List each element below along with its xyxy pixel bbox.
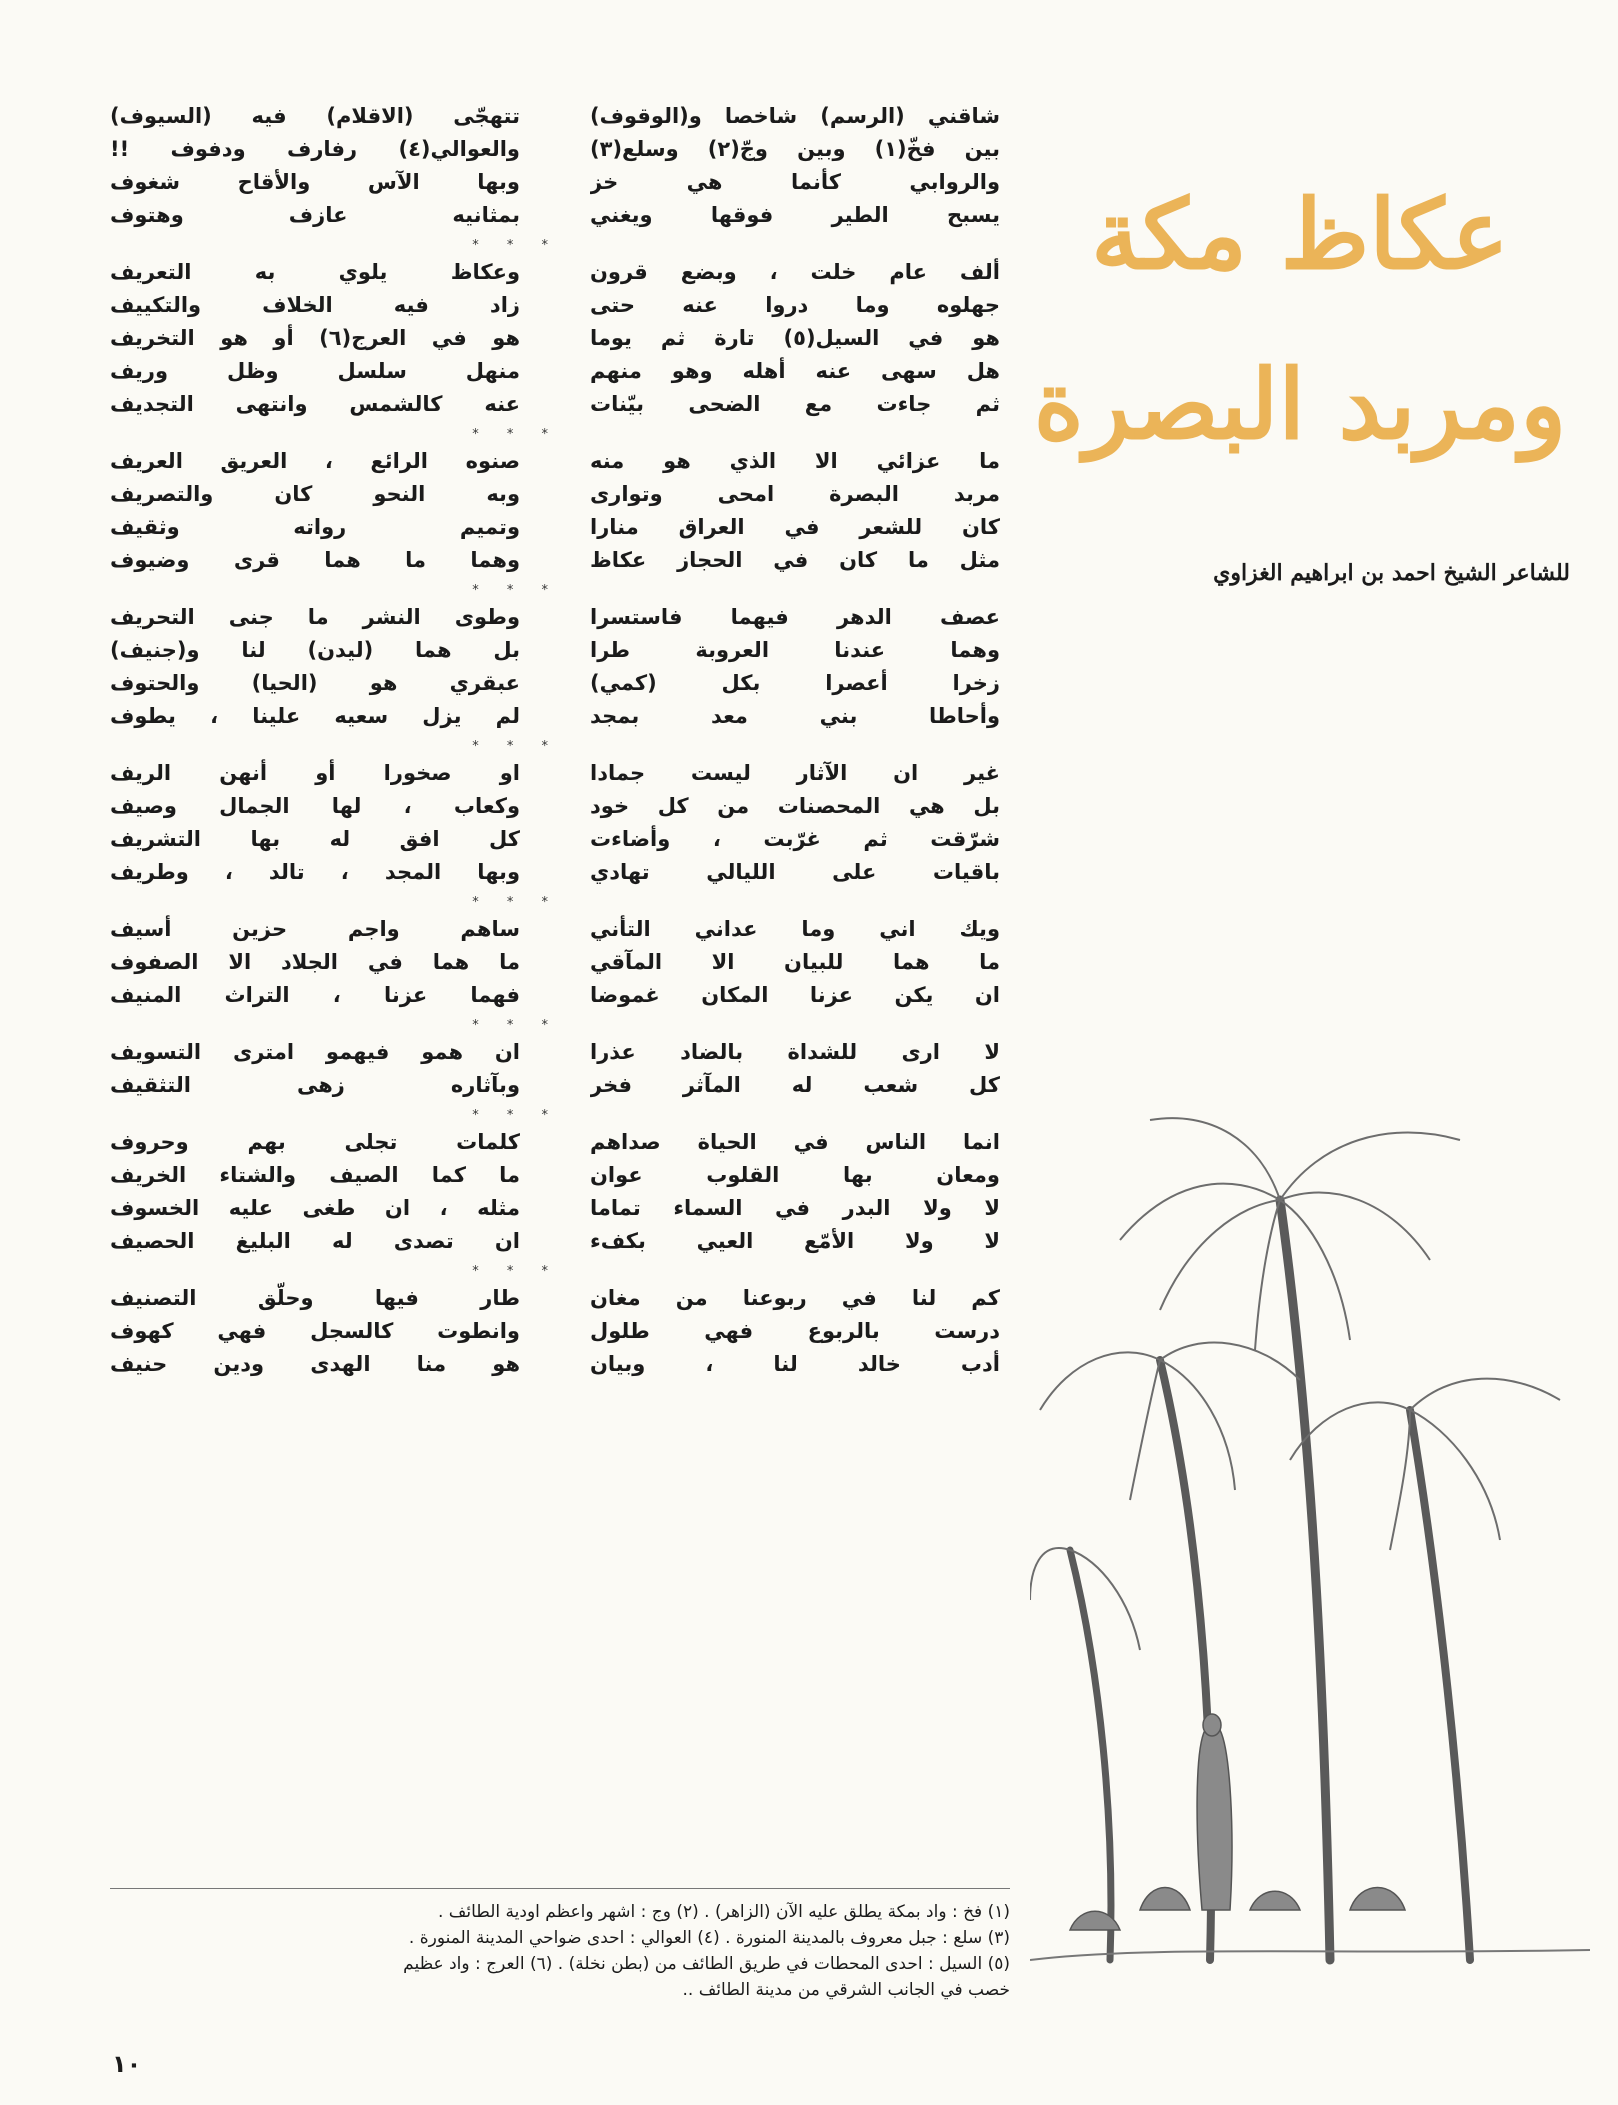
article-title xyxy=(1030,150,1570,490)
second-hemistich: والعوالي(٤) رفارف ودفوف !! xyxy=(110,137,520,161)
second-hemistich: هو منا الهدى ودين حنيف xyxy=(110,1352,520,1376)
verse-line xyxy=(110,133,1000,166)
first-hemistich: والروابي كأنما هي خز xyxy=(590,170,1000,194)
stanza xyxy=(110,913,1000,1012)
verse-line xyxy=(110,1225,1000,1258)
second-hemistich: منهل سلسل وظل وريف xyxy=(110,359,520,383)
verse-line xyxy=(110,1315,1000,1348)
stanza-separator: * * * xyxy=(472,238,560,253)
verse-line xyxy=(110,979,1000,1012)
first-hemistich: باقيات على الليالي تهادي xyxy=(590,860,1000,884)
poem-body xyxy=(110,100,1000,1385)
verse-line xyxy=(110,166,1000,199)
first-hemistich: هو في السيل(٥) تارة ثم يوما xyxy=(590,326,1000,350)
verse-line xyxy=(110,1348,1000,1381)
second-hemistich: وهما ما هما قرى وضيوف xyxy=(110,548,520,572)
verse-line xyxy=(110,1282,1000,1315)
first-hemistich: ان يكن عزنا المكان غموضا xyxy=(590,983,1000,1007)
second-hemistich: كل افق له بها التشريف xyxy=(110,827,520,851)
second-hemistich: وكعاب ، لها الجمال وصيف xyxy=(110,794,520,818)
verse-line xyxy=(110,667,1000,700)
first-hemistich: كم لنا في ربوعنا من مغان xyxy=(590,1286,1000,1310)
first-hemistich: هل سهى عنه أهله وهو منهم xyxy=(590,359,1000,383)
first-hemistich: انما الناس في الحياة صداهم xyxy=(590,1130,1000,1154)
first-hemistich: بين فخّ(١) وبين وجّ(٢) وسلع(٣) xyxy=(590,137,1000,161)
verse-line xyxy=(110,544,1000,577)
first-hemistich: ويك اني وما عداني التأني xyxy=(590,917,1000,941)
first-hemistich: جهلوه وما دروا عنه حتى xyxy=(590,293,1000,317)
first-hemistich: ومعان بها القلوب عوان xyxy=(590,1163,1000,1187)
second-hemistich: وبها المجد ، تالد ، وطريف xyxy=(110,860,520,884)
first-hemistich: درست بالربوع فهي طلول xyxy=(590,1319,1000,1343)
second-hemistich: عنه كالشمس وانتهى التجديف xyxy=(110,392,520,416)
first-hemistich: شاقني (الرسم) شاخصا و(الوقوف) xyxy=(590,104,1000,128)
second-hemistich: تتهجّى (الاقلام) فيه (السيوف) xyxy=(110,104,520,128)
author-byline: للشاعر الشيخ احمد بن ابراهيم الغزاوي xyxy=(1213,560,1570,586)
first-hemistich: بل هي المحصنات من كل خود xyxy=(590,794,1000,818)
stanza-separator: * * * xyxy=(472,895,560,910)
second-hemistich: لم يزل سعيه علينا ، يطوف xyxy=(110,704,520,728)
second-hemistich: وطوى النشر ما جنى التحريف xyxy=(110,605,520,629)
first-hemistich: شرّقت ثم غرّبت ، وأضاءت xyxy=(590,827,1000,851)
first-hemistich: ما عزائي الا الذي هو منه xyxy=(590,449,1000,473)
first-hemistich: لا ارى للشداة بالضاد عذرا xyxy=(590,1040,1000,1064)
second-hemistich: عبقري هو (الحيا) والحتوف xyxy=(110,671,520,695)
footnote-line: (٥) السيل : احدى المحطات في طريق الطائف من (بطن نخلة) . (٦) العرج : واد عظيم xyxy=(403,1954,1010,1974)
verse-line xyxy=(110,478,1000,511)
verse-line xyxy=(110,1159,1000,1192)
stanza-separator: * * * xyxy=(472,739,560,754)
second-hemistich: فهما عزنا ، التراث المنيف xyxy=(110,983,520,1007)
second-hemistich: وعكاظ يلوي به التعريف xyxy=(110,260,520,284)
verse-line xyxy=(110,913,1000,946)
verse-line xyxy=(110,388,1000,421)
verse-line xyxy=(110,700,1000,733)
second-hemistich: وبها الآس والأقاح شغوف xyxy=(110,170,520,194)
footnote-line: خصب في الجانب الشرقي من مدينة الطائف .. xyxy=(682,1980,1010,2000)
stanza-separator: * * * xyxy=(472,427,560,442)
verse-line xyxy=(110,1069,1000,1102)
title-line-2: ومربد البصرة xyxy=(1033,348,1567,461)
verse-line xyxy=(110,445,1000,478)
second-hemistich: او صخورا أو أنهن الريف xyxy=(110,761,520,785)
verse-line xyxy=(110,1192,1000,1225)
second-hemistich: وتميم رواته وثقيف xyxy=(110,515,520,539)
second-hemistich: ان تصدى له البليغ الحصيف xyxy=(110,1229,520,1253)
stanza xyxy=(110,1282,1000,1381)
stanza xyxy=(110,1036,1000,1102)
stanza xyxy=(110,100,1000,232)
footnote-line: (٣) سلع : جبل معروف بالمدينة المنورة . (٤) العوالي : احدى ضواحي المدينة المنورة . xyxy=(408,1928,1010,1948)
page-number: ١٠ xyxy=(112,2050,142,2078)
palm-trees-illustration xyxy=(1030,1030,1590,1990)
second-hemistich: بمثانيه عازف وهتوف xyxy=(110,203,520,227)
verse-line xyxy=(110,256,1000,289)
title-line-1: عكاظ مكة xyxy=(1091,178,1509,291)
verse-line xyxy=(110,100,1000,133)
verse-line xyxy=(110,601,1000,634)
verse-line xyxy=(110,199,1000,232)
second-hemistich: صنوه الرائع ، العريق العريف xyxy=(110,449,520,473)
second-hemistich: ما هما في الجلاد الا الصفوف xyxy=(110,950,520,974)
stanza-separator: * * * xyxy=(472,1108,560,1123)
verse-line xyxy=(110,757,1000,790)
first-hemistich: أدب خالد لنا ، وبيان xyxy=(590,1352,1000,1376)
verse-line xyxy=(110,289,1000,322)
first-hemistich: يسبح الطير فوقها ويغني xyxy=(590,203,1000,227)
second-hemistich: زاد فيه الخلاف والتكييف xyxy=(110,293,520,317)
second-hemistich: طار فيها وحلّق التصنيف xyxy=(110,1286,520,1310)
stanza xyxy=(110,601,1000,733)
footnotes xyxy=(110,1888,1010,2003)
second-hemistich: ان همو فيهمو امترى التسويف xyxy=(110,1040,520,1064)
second-hemistich: بل هما (ليدن) لنا و(جنيف) xyxy=(110,638,520,662)
stanza xyxy=(110,445,1000,577)
verse-line xyxy=(110,634,1000,667)
second-hemistich: وبآثاره زهى التثقيف xyxy=(110,1073,520,1097)
second-hemistich: ما كما الصيف والشتاء الخريف xyxy=(110,1163,520,1187)
first-hemistich: لا ولا الأمّع العيي بكفء xyxy=(590,1229,1000,1253)
verse-line xyxy=(110,1126,1000,1159)
verse-line xyxy=(110,946,1000,979)
second-hemistich: هو في العرج(٦) أو هو التخريف xyxy=(110,326,520,350)
first-hemistich: غير ان الآثار ليست جمادا xyxy=(590,761,1000,785)
first-hemistich: ألف عام خلت ، وبضع قرون xyxy=(590,260,1000,284)
second-hemistich: كلمات تجلى بهم وحروف xyxy=(110,1130,520,1154)
verse-line xyxy=(110,790,1000,823)
first-hemistich: وأحاطا بني معد بمجد xyxy=(590,704,1000,728)
stanza xyxy=(110,1126,1000,1258)
stanza-separator: * * * xyxy=(472,1264,560,1279)
first-hemistich: عصف الدهر فيهما فاستسرا xyxy=(590,605,1000,629)
second-hemistich: مثله ، ان طغى عليه الخسوف xyxy=(110,1196,520,1220)
footnote-line: (١) فخ : واد بمكة يطلق عليه الآن (الزاهر) . (٢) وج : اشهر واعظم اودية الطائف . xyxy=(437,1902,1010,1922)
first-hemistich: لا ولا البدر في السماء تماما xyxy=(590,1196,1000,1220)
first-hemistich: ما هما للبيان الا المآقي xyxy=(590,950,1000,974)
stanza xyxy=(110,757,1000,889)
second-hemistich: وبه النحو كان والتصريف xyxy=(110,482,520,506)
verse-line xyxy=(110,511,1000,544)
first-hemistich: ثم جاءت مع الضحى بيّنات xyxy=(590,392,1000,416)
first-hemistich: كان للشعر في العراق منارا xyxy=(590,515,1000,539)
first-hemistich: وهما عندنا العروبة طرا xyxy=(590,638,1000,662)
stanza-separator: * * * xyxy=(472,583,560,598)
first-hemistich: مربد البصرة امحى وتوارى xyxy=(590,482,1000,506)
second-hemistich: ساهم واجم حزين أسيف xyxy=(110,917,520,941)
verse-line xyxy=(110,355,1000,388)
first-hemistich: مثل ما كان في الحجاز عكاظ xyxy=(590,548,1000,572)
verse-line xyxy=(110,856,1000,889)
first-hemistich: كل شعب له المآثر فخر xyxy=(590,1073,1000,1097)
first-hemistich: زخرا أعصرا بكل (كمي) xyxy=(590,671,1000,695)
stanza-separator: * * * xyxy=(472,1018,560,1033)
verse-line xyxy=(110,823,1000,856)
stanza xyxy=(110,256,1000,421)
verse-line xyxy=(110,322,1000,355)
verse-line xyxy=(110,1036,1000,1069)
second-hemistich: وانطوت كالسجل فهي كهوف xyxy=(110,1319,520,1343)
